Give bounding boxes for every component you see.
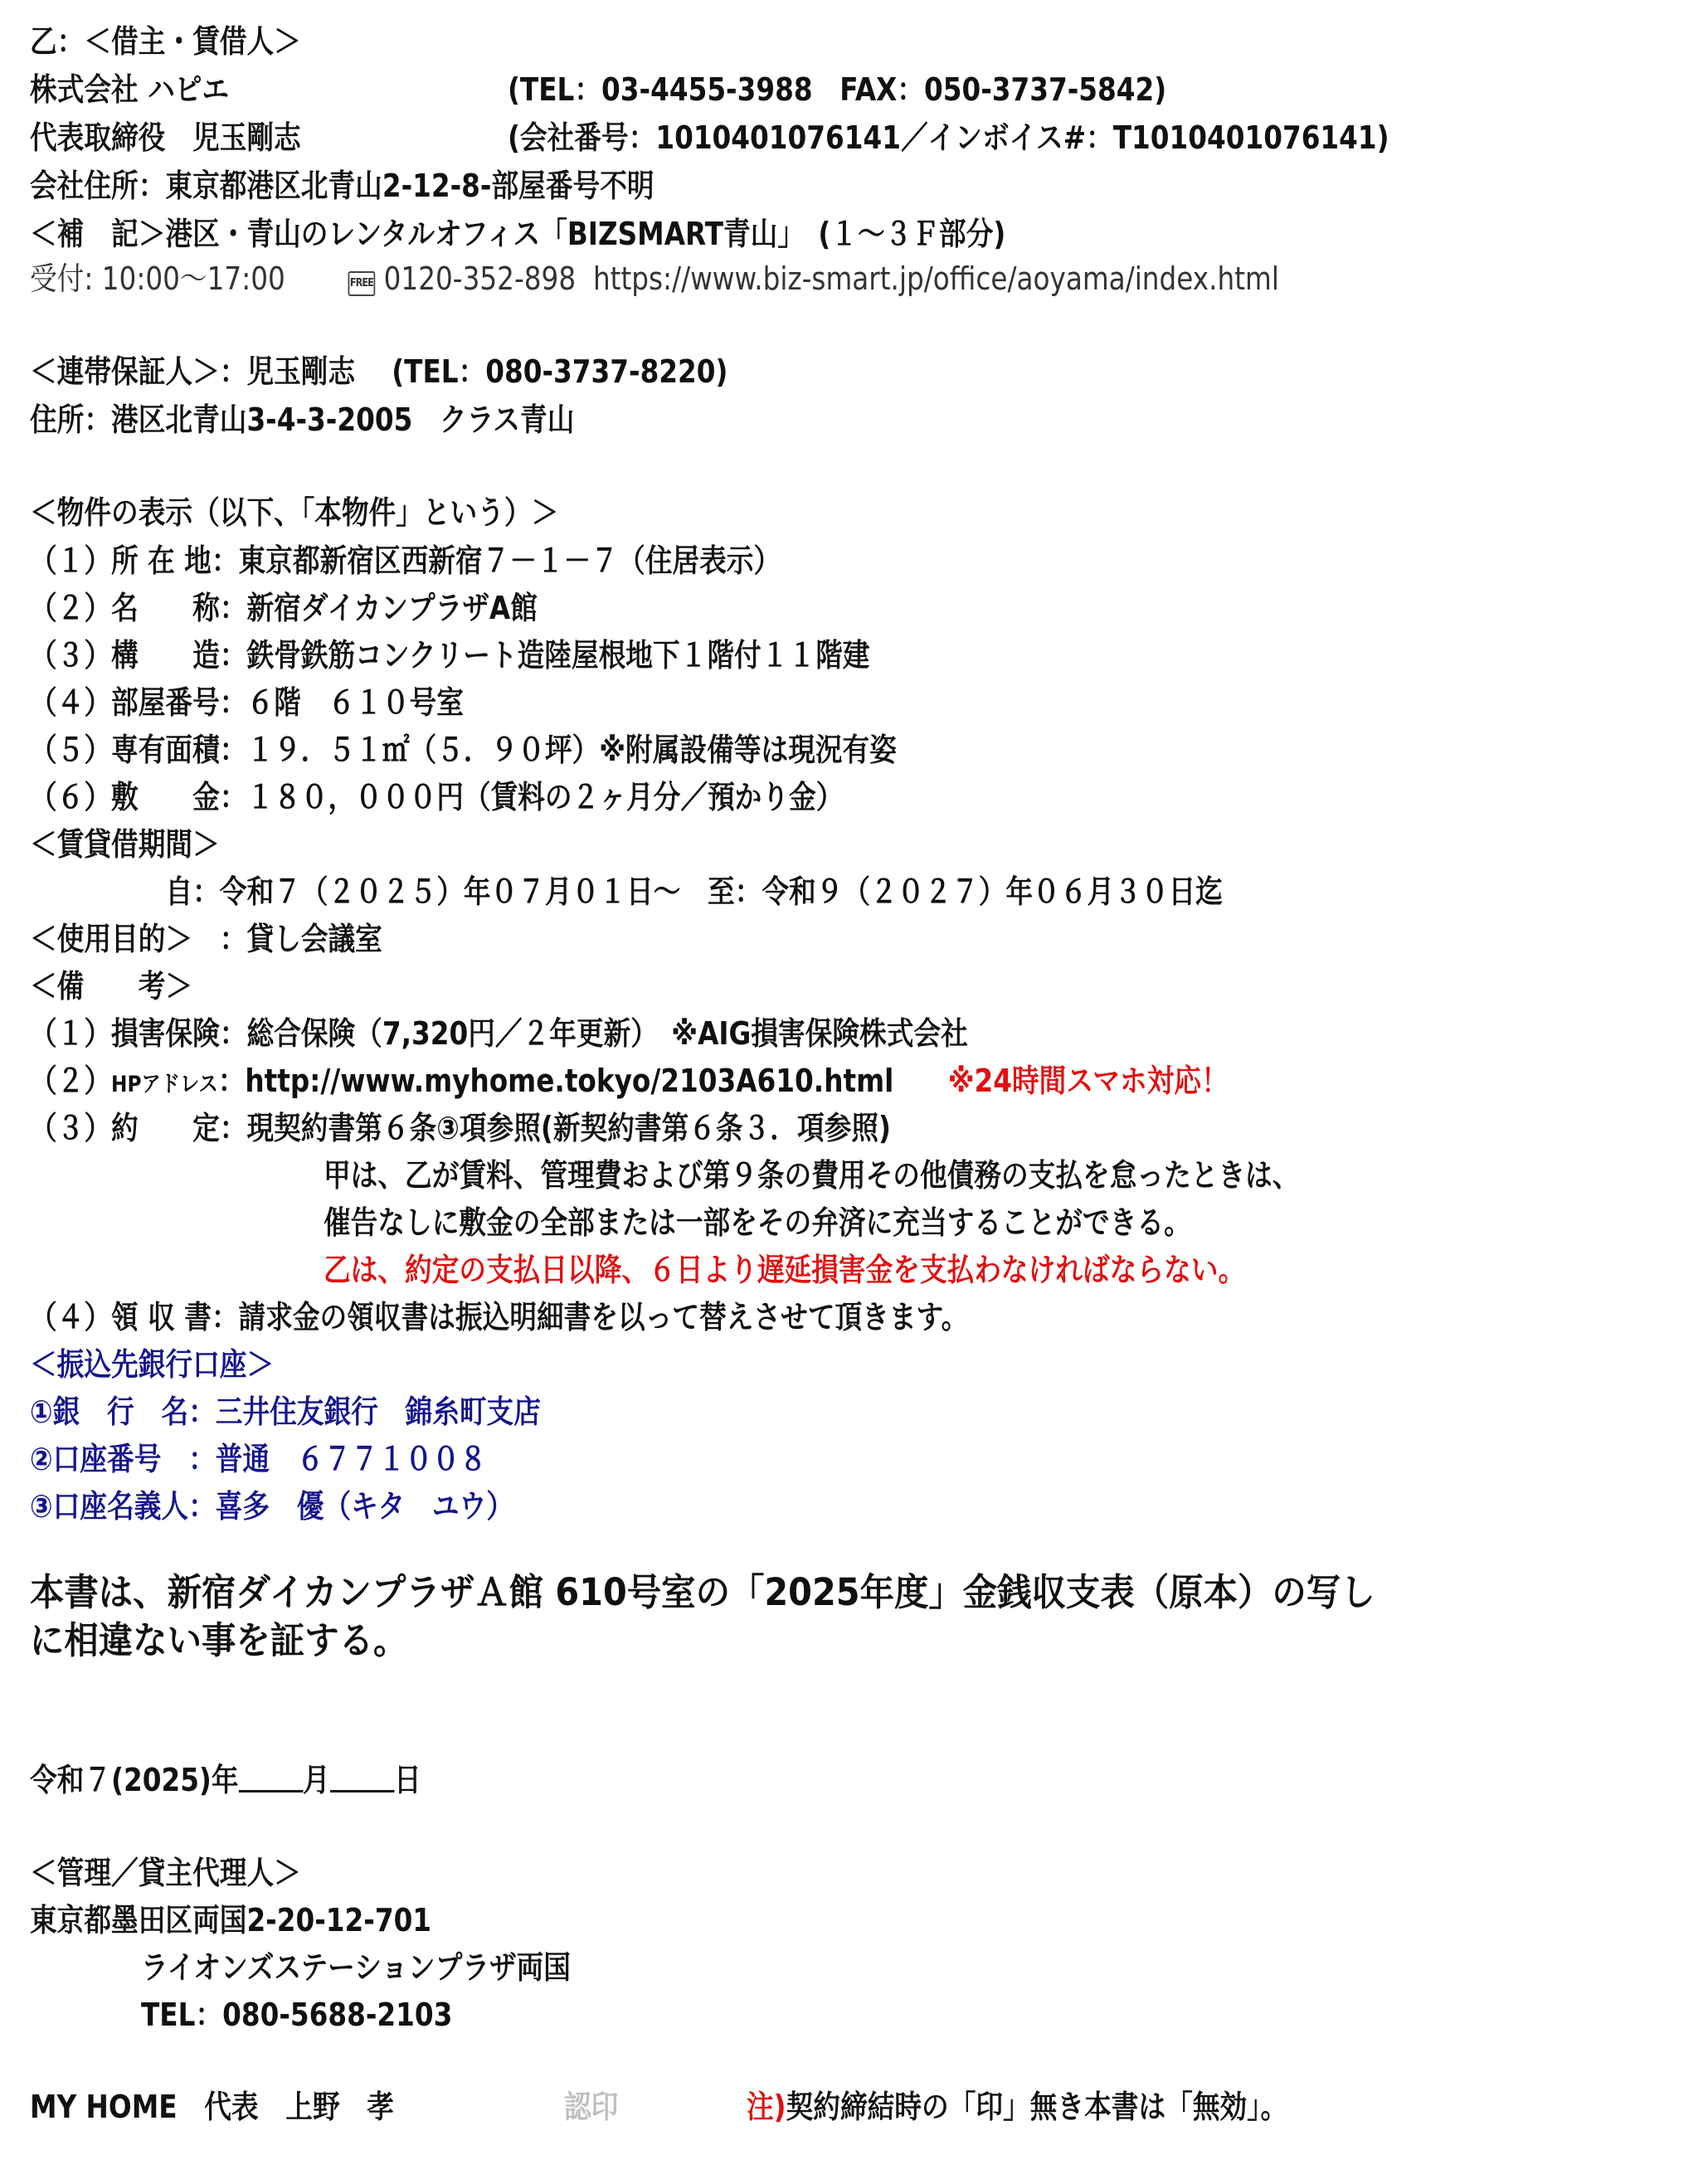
remarks-agreement: （３）約 定：現契約書第６条③項参照(新契約書第６条３．項参照) [30, 1110, 891, 1146]
remarks-insurance: （１）損害保険：総合保険（7,320円／２年更新） ※AIG損害保険株式会社 [30, 1015, 968, 1052]
bank-account-holder: ③口座名義人：喜多 優（キタ ユウ） [30, 1488, 513, 1525]
date-line [30, 1757, 421, 1803]
lease-term-heading: ＜賃貸借期間＞ [30, 826, 220, 863]
hp-note: ※24時間スマホ対応！ [947, 1063, 1229, 1099]
tenant-registration: (会社番号：1010401076141／インボイス#：T1010401076141) [508, 119, 1389, 156]
seal-placeholder: 認印 [564, 2089, 619, 2125]
office-hours: 受付: 10:00～17:00 [30, 260, 285, 297]
property-item: （２）名 称：新宿ダイカンプラザA館 [30, 590, 538, 626]
office-url: https://www.biz-smart.jp/office/aoyama/index.html [592, 260, 1279, 297]
date-prefix: 令和７(2025)年 [30, 1762, 239, 1798]
tenant-representative: 代表取締役 児玉剛志 [30, 119, 301, 156]
guarantor-line: ＜連帯保証人＞：児玉剛志 (TEL：080-3737-8220) [30, 353, 728, 390]
certification-text: に相違ない事を証する。 [30, 1618, 408, 1662]
hp-prefix: （２） [30, 1063, 112, 1099]
note-prefix: 注) [747, 2089, 786, 2125]
bank-heading: ＜振込先銀行口座＞ [30, 1346, 275, 1383]
date-month-label: 月 [302, 1762, 330, 1798]
guarantor-address: 住所：港区北青山3-4-3-2005 クラス青山 [30, 401, 575, 438]
manager-building: ライオンズステーションプラザ両国 [141, 1949, 571, 1986]
tenant-heading: 乙：＜借主・賃借人＞ [30, 23, 301, 60]
certification-text: 本書は、新宿ダイカンプラザＡ館 610号室の「2025年度」金銭収支表（原本）の写し [30, 1570, 1375, 1614]
remarks-hp-line [30, 1058, 1229, 1108]
tenant-note: ＜補 記＞港区・青山のレンタルオフィス「BIZSMART青山」 (１～３Ｆ部分) [30, 216, 1006, 252]
office-info-line [30, 255, 1279, 302]
tenant-contact: (TEL：03-4455-3988 FAX：050-3737-5842) [508, 71, 1167, 108]
date-day-blank[interactable] [330, 1760, 394, 1792]
signature-company: MY HOME 代表 上野 孝 [30, 2089, 394, 2125]
bank-account-number: ②口座番号 ：普通 ６７７１００８ [30, 1441, 487, 1477]
hp-label: HPアドレス [111, 1072, 218, 1097]
note-text: 契約締結時の「印」無き本書は「無効」。 [786, 2089, 1288, 2125]
usage-purpose: ＜使用目的＞ ：貸し会議室 [30, 921, 382, 957]
property-heading: ＜物件の表示（以下、「本物件」という）＞ [30, 494, 559, 531]
bank-name: ①銀 行 名：三井住友銀行 錦糸町支店 [30, 1394, 541, 1430]
manager-tel: TEL：080-5688-2103 [141, 1997, 453, 2033]
agreement-text: 甲は、乙が賃料、管理費および第９条の費用その他債務の支払を怠ったときは、 [324, 1157, 1300, 1194]
property-item: （５）専有面積：１９．５１㎡（５．９０坪）※附属設備等は現況有姿 [30, 732, 897, 768]
remarks-receipt: （４）領 収 書：請求金の領収書は振込明細書を以って替えさせて頂きます。 [30, 1299, 969, 1335]
manager-heading: ＜管理／貸主代理人＞ [30, 1855, 301, 1891]
date-month-blank[interactable] [239, 1760, 303, 1792]
tenant-company: 株式会社 ハピエ [30, 71, 230, 108]
remarks-heading: ＜備 考＞ [30, 968, 193, 1004]
property-item: （４）部屋番号：６階 ６１０号室 [30, 684, 464, 721]
tenant-address: 会社住所：東京都港区北青山2-12-8-部屋番号不明 [30, 168, 654, 204]
hp-url: ：http://www.myhome.tokyo/2103A610.html [217, 1063, 894, 1099]
property-item: （３）構 造：鉄骨鉄筋コンクリート造陸屋根地下１階付１１階建 [30, 637, 870, 674]
property-item: （１）所 在 地：東京都新宿区西新宿７－１－７（住居表示） [30, 542, 781, 579]
free-dial-icon: FREE [348, 271, 376, 296]
date-day-label: 日 [394, 1762, 421, 1798]
manager-address: 東京都墨田区両国2-20-12-701 [30, 1902, 432, 1938]
lease-term-dates: 自：令和７（２０２５）年０７月０１日～ 至：令和９（２０２７）年０６月３０日迄 [30, 873, 1223, 910]
property-item: （６）敷 金：１８０，０００円（賃料の２ヶ月分／預かり金） [30, 779, 844, 815]
agreement-text: 催告なしに敷金の全部または一部をその弁済に充当することができる。 [324, 1204, 1191, 1241]
signature-note [747, 2084, 1287, 2130]
office-phone: 0120-352-898 [383, 260, 577, 297]
agreement-penalty: 乙は、約定の支払日以降、６日より遅延損害金を支払わなければならない。 [324, 1252, 1246, 1288]
